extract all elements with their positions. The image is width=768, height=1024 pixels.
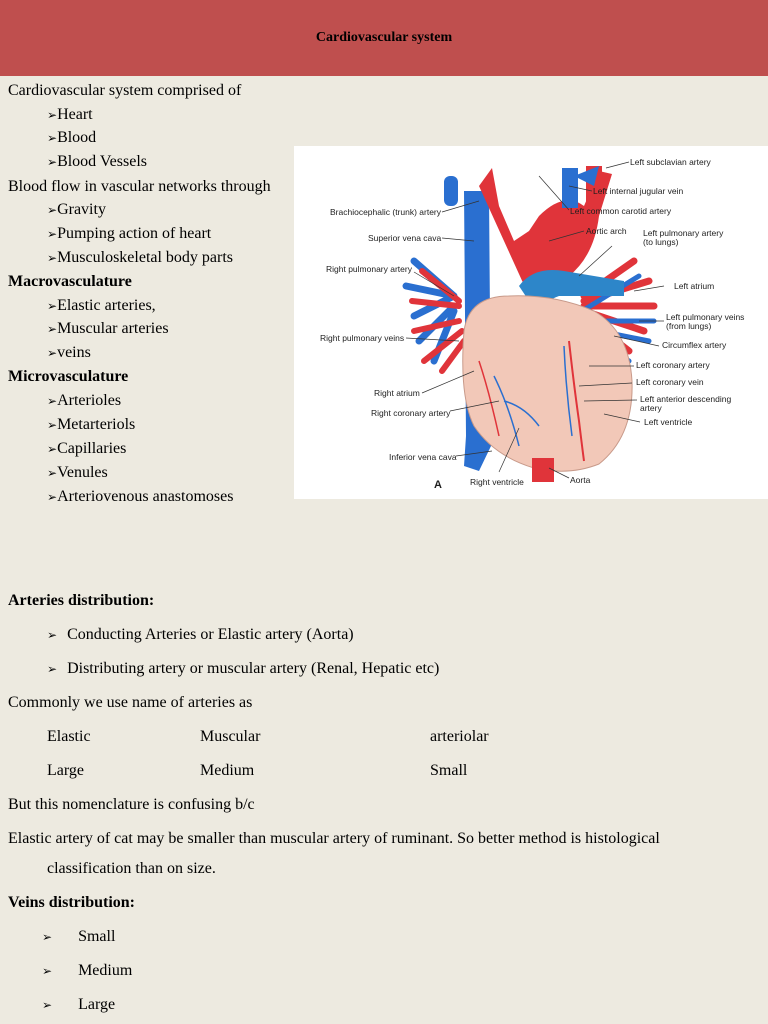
arrowhead-bullet-icon: ➢ (47, 628, 58, 642)
list-item: ➢Arterioles (47, 392, 122, 409)
label: Left pulmonary artery (643, 228, 724, 238)
label: (to lungs) (643, 237, 679, 247)
label: Left anterior descending (640, 394, 732, 404)
label: Aortic arch (586, 226, 627, 236)
label: artery (640, 403, 662, 413)
paragraph: But this nomenclature is confusing b/c (8, 796, 255, 813)
list-item: ➢Metarteriols (47, 416, 136, 433)
panel-letter: A (434, 479, 442, 491)
list-item: ➢veins (47, 344, 91, 361)
heart-diagram (294, 146, 768, 499)
arrowhead-bullet-icon: ➢ (47, 251, 58, 265)
arrowhead-bullet-icon: ➢ (42, 930, 53, 944)
label: Left coronary vein (636, 377, 704, 387)
list-item: ➢Muscular arteries (47, 320, 169, 337)
section-heading: Veins distribution: (8, 894, 135, 911)
section-heading: Arteries distribution: (8, 592, 155, 609)
heart-anatomy-figure (294, 146, 768, 499)
arrowhead-bullet-icon: ➢ (47, 466, 58, 480)
section-heading: Macrovasculature (8, 273, 132, 290)
label: Left ventricle (644, 417, 693, 427)
table-cell: Large (47, 762, 85, 779)
page-header (0, 0, 768, 76)
list-item: ➢ Medium (42, 962, 133, 979)
arrowhead-bullet-icon: ➢ (47, 155, 58, 169)
arrowhead-bullet-icon: ➢ (42, 964, 53, 978)
list-item: ➢ Small (42, 928, 116, 945)
label: Superior vena cava (368, 233, 442, 243)
label: Left coronary artery (636, 360, 710, 370)
arrowhead-bullet-icon: ➢ (47, 442, 58, 456)
label: Left pulmonary veins (666, 312, 745, 322)
table-cell: Muscular (200, 728, 261, 745)
intro-line: Blood flow in vascular networks through (8, 178, 271, 195)
paragraph: Commonly we use name of arteries as (8, 694, 253, 711)
label: Right pulmonary veins (320, 333, 405, 343)
table-cell: arteriolar (430, 728, 489, 745)
table-cell: Elastic (47, 728, 91, 745)
list-item: ➢Arteriovenous anastomoses (47, 488, 234, 505)
label: Right atrium (374, 388, 420, 398)
list-item: ➢ Conducting Arteries or Elastic artery (Aorta) (47, 626, 354, 643)
label: Brachiocephalic (trunk) artery (330, 207, 442, 217)
list-item: ➢Venules (47, 464, 108, 481)
list-item: ➢ Distributing artery or muscular artery (Renal, Hepatic etc) (47, 660, 440, 677)
list-item: ➢Heart (47, 106, 93, 123)
label: Right coronary artery (371, 408, 451, 418)
label: Left atrium (674, 281, 715, 291)
arrowhead-bullet-icon: ➢ (47, 131, 58, 145)
list-item: ➢Gravity (47, 201, 106, 218)
intro-line: Cardiovascular system comprised of (8, 82, 242, 99)
label: Aorta (570, 475, 591, 485)
arrowhead-bullet-icon: ➢ (47, 662, 58, 676)
paragraph: Elastic artery of cat may be smaller than muscular artery of ruminant. So better method is histological (8, 830, 660, 847)
section-heading: Microvasculature (8, 368, 129, 385)
paragraph: classification than on size. (47, 860, 216, 877)
list-item: ➢Elastic arteries, (47, 297, 156, 314)
page-title: Cardiovascular system (315, 30, 453, 45)
arrowhead-bullet-icon: ➢ (47, 346, 58, 360)
arrowhead-bullet-icon: ➢ (47, 394, 58, 408)
arrowhead-bullet-icon: ➢ (47, 418, 58, 432)
list-item: ➢Pumping action of heart (47, 225, 212, 242)
arrowhead-bullet-icon: ➢ (47, 299, 58, 313)
label: Inferior vena cava (389, 452, 457, 462)
table-cell: Small (430, 762, 468, 779)
right-pulmonary-vessels (406, 261, 464, 371)
list-item: ➢ Large (42, 996, 116, 1013)
table-cell: Medium (200, 762, 255, 779)
list-item: ➢Musculoskeletal body parts (47, 249, 234, 266)
arrowhead-bullet-icon: ➢ (47, 227, 58, 241)
list-item: ➢Capillaries (47, 440, 127, 457)
label: Right ventricle (470, 477, 524, 487)
label: (from lungs) (666, 321, 712, 331)
label: Left internal jugular vein (593, 186, 684, 196)
arrowhead-bullet-icon: ➢ (47, 322, 58, 336)
list-item: ➢Blood (47, 129, 97, 146)
arrowhead-bullet-icon: ➢ (47, 108, 58, 122)
label: Circumflex artery (662, 340, 727, 350)
label: Left subclavian artery (630, 157, 711, 167)
arrowhead-bullet-icon: ➢ (42, 998, 53, 1012)
arrowhead-bullet-icon: ➢ (47, 490, 58, 504)
arrowhead-bullet-icon: ➢ (47, 203, 58, 217)
label: Right pulmonary artery (326, 264, 412, 274)
label: Left common carotid artery (570, 206, 672, 216)
list-item: ➢Blood Vessels (47, 153, 147, 170)
